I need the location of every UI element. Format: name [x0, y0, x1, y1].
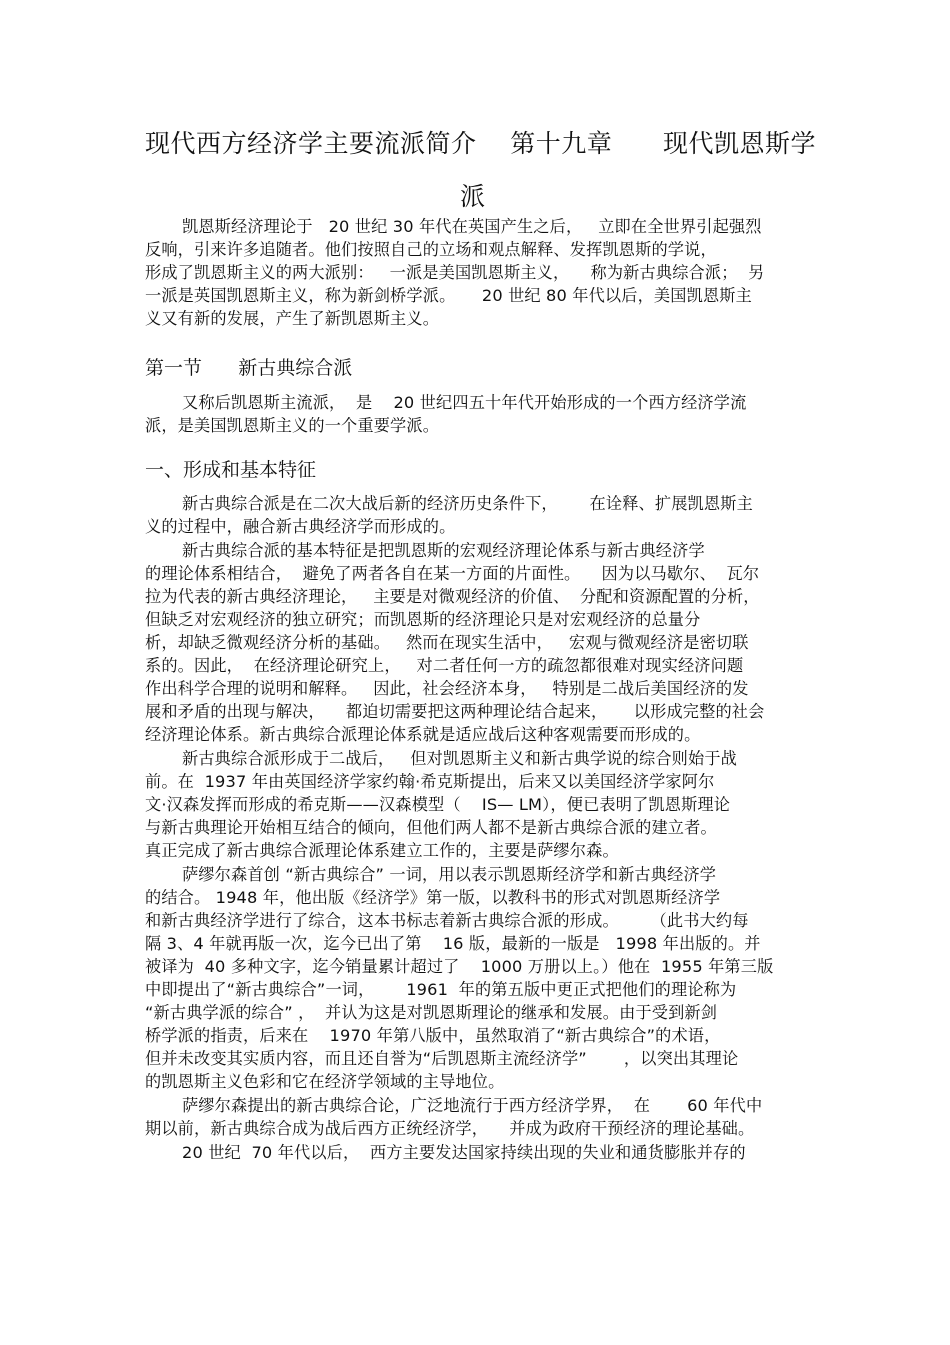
section-paragraph-line: 派，是美国凯恩斯主义的一个重要学派。: [145, 416, 440, 435]
paragraph-line: 萨缪尔森首创 “新古典综合” 一词，用以表示凯恩斯经济学和新古典经济学: [182, 865, 717, 884]
intro-paragraph-line: 义又有新的发展，产生了新凯恩斯主义。: [145, 309, 440, 328]
section-heading: 第一节 新古典综合派: [145, 357, 353, 379]
document-title: 现代西方经济学主要流派简介 第十九章 现代凯恩斯学: [145, 129, 816, 158]
document-title-continued: 派: [460, 182, 486, 211]
paragraph-line: 萨缪尔森提出的新古典综合论，广泛地流行于西方经济学界， 在 60 年代中: [182, 1096, 763, 1115]
paragraph-line: 前。在 1937 年由英国经济学家约翰·希克斯提出，后来又以美国经济学家阿尔: [145, 772, 715, 791]
paragraph-line: 新古典综合派形成于二战后， 但对凯恩斯主义和新古典学说的综合则始于战: [182, 749, 738, 768]
paragraph-line: 与新古典理论开始相互结合的倾向，但他们两人都不是新古典综合派的建立者。: [145, 818, 717, 837]
paragraph-line: 的凯恩斯主义色彩和它在经济学领域的主导地位。: [145, 1072, 505, 1091]
paragraph-line: 析，却缺乏微观经济分析的基础。 然而在现实生活中， 宏观与微观经济是密切联: [145, 633, 749, 652]
paragraph-line: 但并未改变其实质内容，而且还自誉为“后凯恩斯主流经济学” ，以突出其理论: [145, 1049, 739, 1068]
intro-paragraph-line: 反响，引来许多追随者。他们按照自己的立场和观点解释、发挥凯恩斯的学说，: [145, 240, 717, 259]
paragraph-line: 展和矛盾的出现与解决， 都迫切需要把这两种理论结合起来， 以形成完整的社会: [145, 702, 765, 721]
intro-paragraph-line: 凯恩斯经济理论于 20 世纪 30 年代在英国产生之后， 立即在全世界引起强烈: [182, 217, 762, 236]
paragraph-line: 桥学派的指责，后来在 1970 年第八版中，虽然取消了“新古典综合”的术语，: [145, 1026, 721, 1045]
paragraph-line: 拉为代表的新古典经济理论， 主要是对微观经济的价值、 分配和资源配置的分析，: [145, 587, 760, 606]
paragraph-line: 20 世纪 70 年代以后， 西方主要发达国家持续出现的失业和通货膨胀并存的: [182, 1143, 746, 1162]
paragraph-line: 作出科学合理的说明和解释。 因此，社会经济本身， 特别是二战后美国经济的发: [145, 679, 749, 698]
paragraph-line: 真正完成了新古典综合派理论体系建立工作的，主要是萨缪尔森。: [145, 841, 619, 860]
paragraph-line: 的结合。 1948 年，他出版《经济学》第一版，以教科书的形式对凯恩斯经济学: [145, 888, 721, 907]
paragraph-line: 文·汉森发挥而形成的希克斯——汉森模型（ IS— LM），便已表明了凯恩斯理论: [145, 795, 731, 814]
paragraph-line: 隔 3、4 年就再版一次，迄今已出了第 16 版，最新的一版是 1998 年出版的。并: [145, 934, 761, 953]
section-paragraph-line: 又称后凯恩斯主流派， 是 20 世纪四五十年代开始形成的一个西方经济学流: [182, 393, 747, 412]
paragraph-line: “新古典学派的综合” ， 并认为这是对凯恩斯理论的继承和发展。由于受到新剑: [145, 1003, 718, 1022]
intro-paragraph-line: 一派是英国凯恩斯主义，称为新剑桥学派。 20 世纪 80 年代以后，美国凯恩斯主: [145, 286, 752, 305]
paragraph-line: 期以前，新古典综合成为战后西方正统经济学， 并成为政府干预经济的理论基础。: [145, 1119, 755, 1138]
paragraph-line: 但缺乏对宏观经济的独立研究；而凯恩斯的经济理论只是对宏观经济的总量分: [145, 610, 701, 629]
paragraph-line: 经济理论体系。新古典综合派理论体系就是适应战后这种客观需要而形成的。: [145, 725, 701, 744]
subsection-heading: 一、形成和基本特征: [145, 459, 317, 481]
paragraph-line: 义的过程中，融合新古典经济学而形成的。: [145, 517, 456, 536]
paragraph-line: 新古典综合派的基本特征是把凯恩斯的宏观经济理论体系与新古典经济学: [182, 541, 705, 560]
paragraph-line: 的理论体系相结合， 避免了两者各自在某一方面的片面性。 因为以马歇尔、 瓦尔: [145, 564, 760, 583]
paragraph-line: 被译为 40 多种文字，迄今销量累计超过了 1000 万册以上。）他在 1955 年第三版: [145, 957, 774, 976]
paragraph-line: 和新古典经济学进行了综合，这本书标志着新古典综合派的形成。 （此书大约每: [145, 911, 749, 930]
intro-paragraph-line: 形成了凯恩斯主义的两大派别： 一派是美国凯恩斯主义， 称为新古典综合派； 另: [145, 263, 765, 282]
paragraph-line: 系的。因此， 在经济理论研究上， 对二者任何一方的疏忽都很难对现实经济问题: [145, 656, 744, 675]
paragraph-line: 新古典综合派是在二次大战后新的经济历史条件下， 在诠释、扩展凯恩斯主: [182, 494, 753, 513]
paragraph-line: 中即提出了“新古典综合”一词， 1961 年的第五版中更正式把他们的理论称为: [145, 980, 737, 999]
